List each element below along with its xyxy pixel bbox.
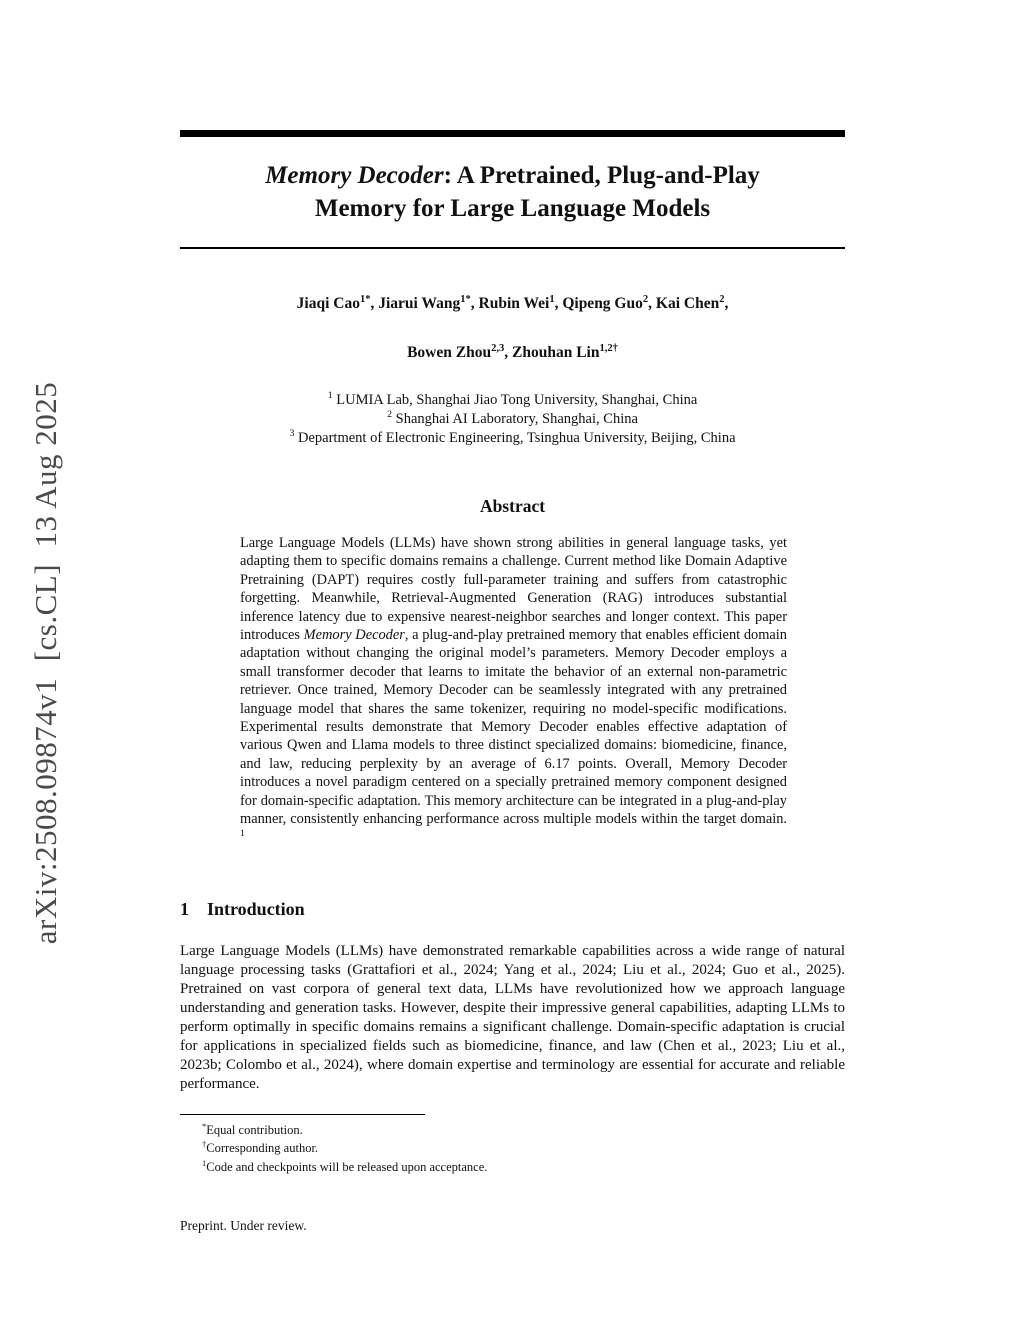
affiliations-block — [180, 391, 845, 448]
authors-line-2: Bowen Zhou$^{2,3}$, Zhouhan Lin$^{1,2\dagger}$ — [407, 342, 618, 361]
preprint-status-note: Preprint. Under review. — [180, 1218, 307, 1234]
affiliation-3: $^3$ Department of Electronic Engineering, Tsinghua University, Beijing, China — [289, 428, 736, 446]
abstract-body: Large Language Models (LLMs) have shown strong abilities in general language tasks, yet adapting them to specific domains remains a challenge. Current method like Domain Adaptive Pretraining (DAPT) requires costly full-parameter training and suffers from catastrophic forgetting. Meanwhile, Retrieval-Augmented Generation (RAG) introduces substantial inference latency due to expensive nearest-neighbor searches and longer context. This paper introduces Memory Decoder, a plug-and-play pretrained memory that enables efficient domain adaptation without changing the original model’s parameters. Memory Decoder employs a small transformer decoder that learns to imitate the behavior of an external non-parametric retriever. Once trained, Memory Decoder can be seamlessly integrated with any pretrained language model that shares the same tokenizer, requiring no model-specific modifications. Experimental results demonstrate that Memory Decoder enables effective adaptation of various Qwen and Llama models to three distinct specialized domains: biomedicine, finance, and law, reducing perplexity by an average of 6.17 points. Overall, Memory Decoder introduces a novel paradigm centered on a specially pretrained memory component designed for domain-specific adaptation. This memory architecture can be integrated in a plug-and-play manner, consistently enhancing performance across multiple models within the target domain. $^1$ — [240, 535, 788, 839]
paper-title: Memory Decoder: A Pretrained, Plug-and-Play Memory for Large Language Models — [265, 162, 760, 222]
affiliation-1: $^1$ LUMIA Lab, Shanghai Jiao Tong University, Shanghai, China — [327, 390, 698, 408]
title-rule — [180, 247, 845, 249]
footnote-code-release: $^1$Code and checkpoints will be released upon acceptance. — [202, 1157, 488, 1174]
footnote-corresponding-author: †Corresponding author. — [202, 1139, 319, 1156]
section-number: 1 — [180, 898, 189, 919]
authors-line-1: Jiaqi Cao$^{1*}$, Jiarui Wang$^{1*}$, Rubin Wei$^1$, Qipeng Guo$^2$, Kai Chen$^2$, — [296, 293, 729, 312]
section-heading-introduction — [180, 899, 845, 920]
abstract-heading: Abstract — [479, 496, 546, 516]
affiliation-2: $^2$ Shanghai AI Laboratory, Shanghai, China — [387, 409, 638, 427]
footnotes-block — [180, 1121, 845, 1177]
footnote-rule — [180, 1114, 425, 1115]
introduction-paragraph: Large Language Models (LLMs) have demonstrated remarkable capabilities across a wide range of natural language processing tasks (Grattafiori et al., 2024; Yang et al., 2024; Liu et al., 2024; Guo et al., 2025). Pretrained on vast corpora of general text data, LLMs have revolutionized how we approach language understanding and generation tasks. However, despite their impressive general capabilities, adapting LLMs to perform optimally in specific domains remains a significant challenge. Domain-specific adaptation is crucial for applications in specialized fields such as biomedicine, finance, and law (Chen et al., 2023; Liu et al., 2023b; Colombo et al., 2024), where domain expertise and terminology are essential for accurate and reliable performance. — [180, 942, 845, 1092]
footnote-equal-contribution: *Equal contribution. — [202, 1120, 303, 1137]
top-rule — [180, 130, 845, 137]
arxiv-watermark: arXiv:2508.09874v1 [cs.CL] 13 Aug 2025 — [28, 381, 63, 945]
paper-content-column — [180, 0, 845, 1234]
section-title: Introduction — [207, 898, 305, 919]
